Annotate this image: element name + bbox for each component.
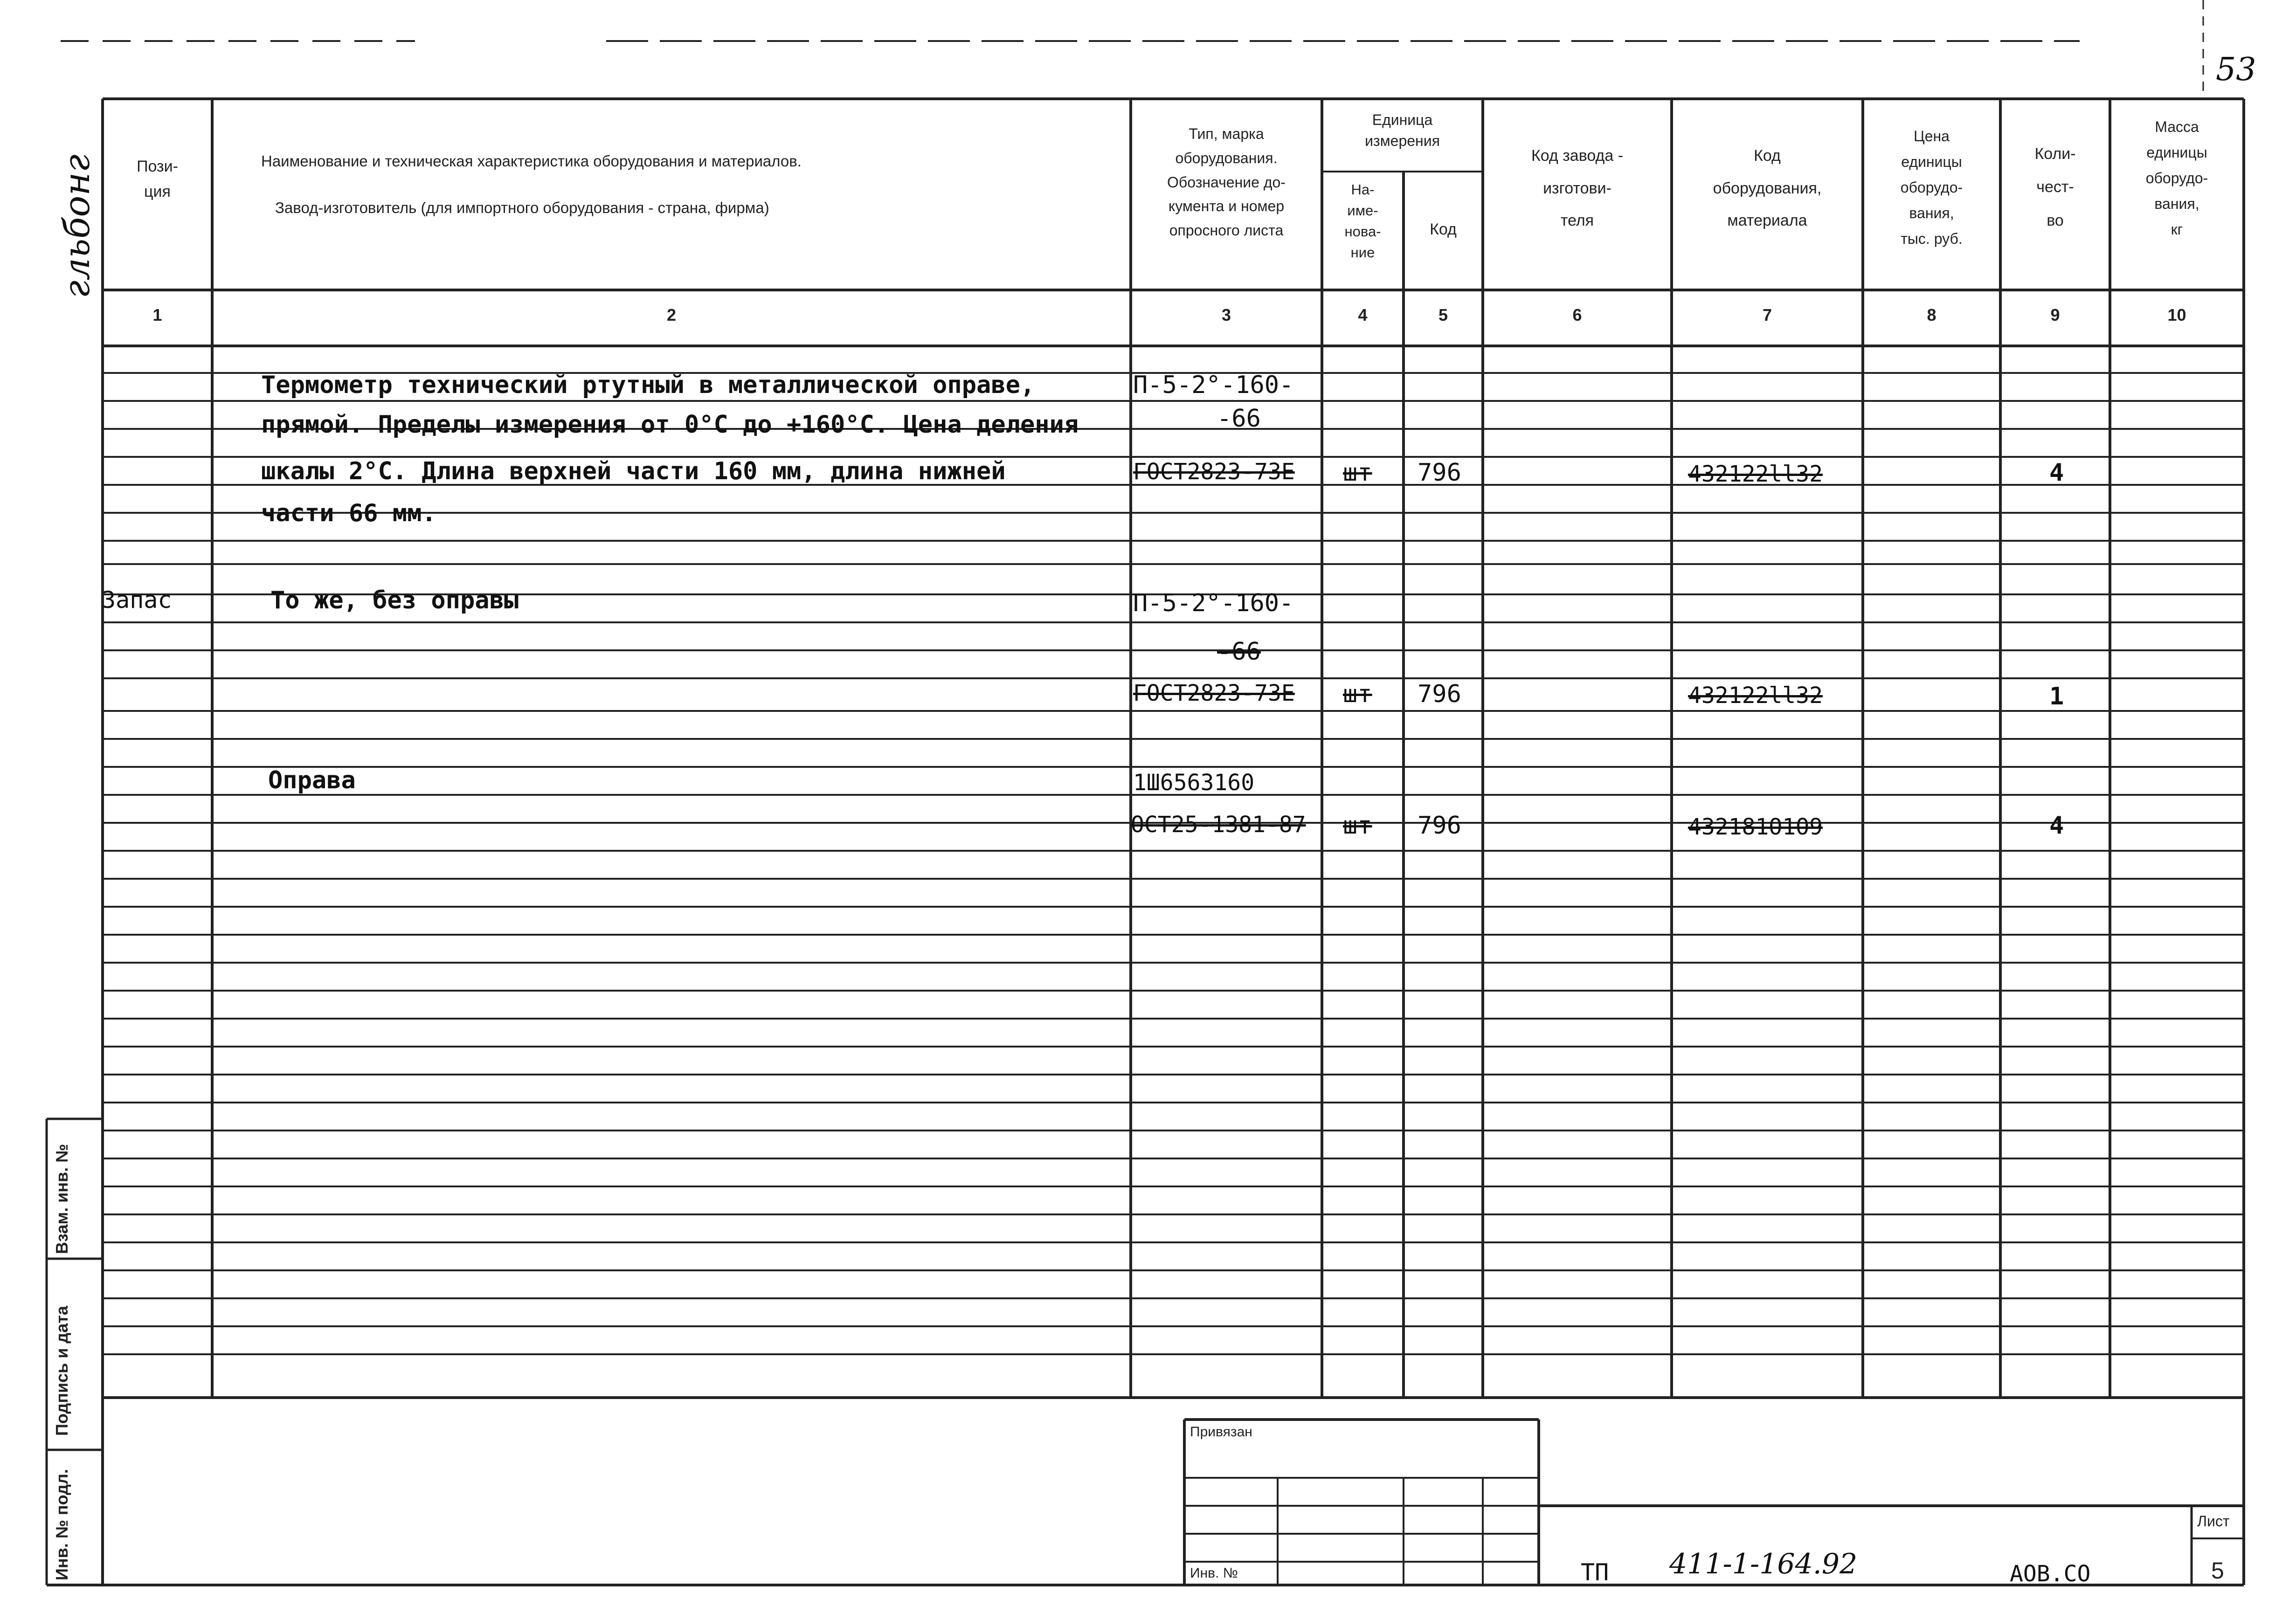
archive-mark: гльбонг — [56, 154, 97, 298]
header-type: Тип, марка оборудования. Обозначение до- кумента и номер опросного листа — [1167, 125, 1286, 239]
row2-type-line1: П-5-2°-160- — [1133, 589, 1294, 617]
header-name-line1: Наименование и техническая характеристика оборудования и материалов. — [261, 152, 802, 170]
col-number-10: 10 — [2167, 305, 2186, 324]
header-factory-code: Код завода - изготови- теля — [1531, 147, 1624, 230]
header-name-line2: Завод-изготовитель (для импортного оборудования - страна, фирма) — [275, 199, 769, 216]
row1-quantity: 4 — [2049, 459, 2064, 487]
header-price: Цена единицы оборудо- вания, тыс. руб. — [1900, 128, 1963, 248]
title-privyazan: Привязан — [1190, 1424, 1252, 1440]
title-project-code: 411-1-164.92 — [1669, 1548, 1858, 1580]
row1-unit-name: шт — [1343, 459, 1372, 487]
title-sheet-number: 5 — [2211, 1558, 2224, 1584]
col-number-1: 1 — [152, 305, 162, 324]
row3-item-code: 432181О1О9 — [1688, 814, 1823, 840]
row1-type-line3: ГОСТ2823-73Е — [1133, 459, 1295, 485]
row3-unit-code: 796 — [1418, 812, 1461, 840]
col-number-9: 9 — [2050, 305, 2060, 324]
header-quantity: Коли- чест- во — [2034, 145, 2076, 229]
col-number-7: 7 — [1762, 305, 1772, 324]
row2-type-line2: -66 — [1217, 638, 1261, 666]
col-number-3: 3 — [1221, 305, 1231, 324]
row1-type-line1: П-5-2°-160- — [1133, 371, 1294, 399]
col-number-4: 4 — [1358, 305, 1368, 324]
header-unit-group: Единица измерения — [1365, 111, 1440, 149]
row2-unit-code: 796 — [1418, 680, 1461, 708]
header-unit-name: На- име- нова- ние — [1344, 181, 1381, 261]
row3-type-line1: 1Ш6563160 — [1133, 770, 1255, 796]
row2-type-line3: ГОСТ2823-73Е — [1133, 680, 1295, 706]
row1-desc-line3: шкалы 2°С. Длина верхней части 160 мм, длина нижней — [261, 457, 1006, 485]
row1-desc-line4: части 66 мм. — [261, 499, 436, 527]
col-number-6: 6 — [1572, 305, 1582, 324]
header-mass: Масса единицы оборудо- вания, кг — [2145, 118, 2208, 238]
page-number: 53 — [2216, 51, 2256, 88]
col-number-2: 2 — [666, 305, 677, 324]
stamp-sign-date: Подпись и дата — [52, 1306, 71, 1436]
col-number-5: 5 — [1438, 305, 1448, 324]
title-doc-code: АОВ.СО — [2010, 1561, 2091, 1587]
row3-desc: Оправа — [268, 766, 356, 794]
row1-desc-line1: Термометр технический ртутный в металлической оправе, — [261, 371, 1035, 399]
stamp-inv-original: Инв. № подл. — [52, 1469, 71, 1580]
title-tp: ТП — [1581, 1559, 1609, 1586]
title-sheet-label: Лист — [2197, 1513, 2230, 1530]
row1-desc-line2: прямой. Пределы измерения от 0°С до +160°С. Цена деления — [261, 411, 1079, 439]
row1-item-code: 432122ll32 — [1688, 461, 1823, 487]
row3-quantity: 4 — [2049, 812, 2064, 840]
col-number-8: 8 — [1927, 305, 1936, 324]
row2-unit-name: шт — [1343, 680, 1372, 708]
row3-type-line2: ОСТ25-1381-87 — [1131, 812, 1306, 838]
stamp-inv-replace: Взам. инв. № — [52, 1144, 71, 1254]
row2-desc: То же, без оправы — [270, 586, 519, 614]
row1-type-line2: -66 — [1217, 405, 1261, 433]
row2-quantity: 1 — [2049, 682, 2064, 710]
header-position: Пози- ция — [137, 158, 178, 201]
row3-unit-name: шт — [1343, 812, 1372, 840]
header-unit-code: Код — [1430, 221, 1457, 238]
row2-item-code: 432122ll32 — [1688, 682, 1823, 709]
row1-unit-code: 796 — [1418, 459, 1461, 487]
header-item-code: Код оборудования, материала — [1713, 147, 1822, 230]
row2-position: Запас — [102, 586, 172, 613]
title-inv-no: Инв. № — [1190, 1565, 1238, 1581]
